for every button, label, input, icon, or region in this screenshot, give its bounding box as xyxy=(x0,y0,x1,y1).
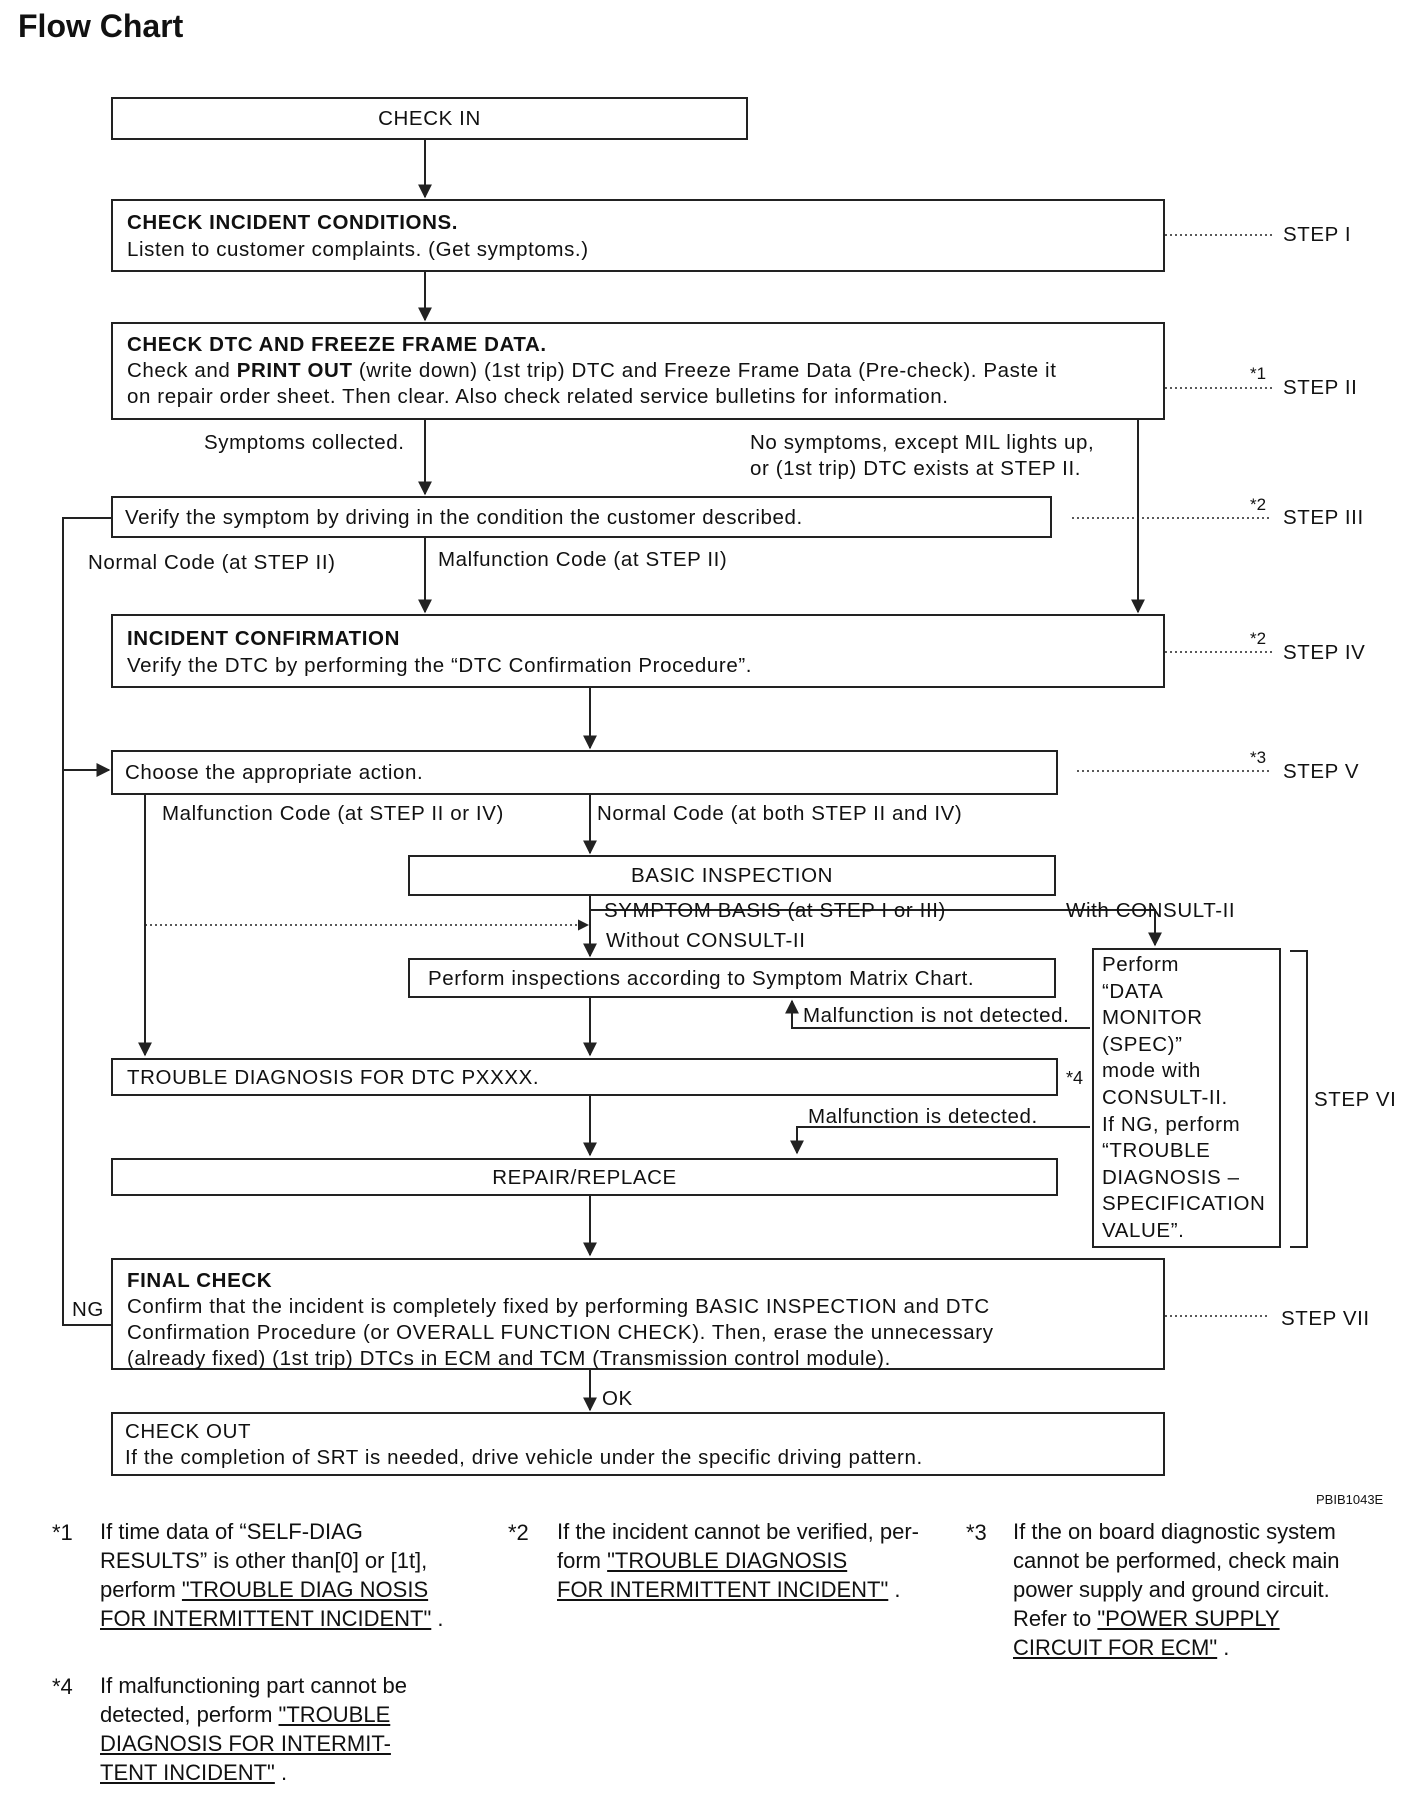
consult-line: DIAGNOSIS – xyxy=(1102,1165,1240,1189)
star3-mark-step5: *3 xyxy=(1250,748,1267,767)
step-5-label: STEP V xyxy=(1283,760,1360,783)
check-in-box xyxy=(111,97,748,140)
footnote-3-mark: *3 xyxy=(966,1520,987,1545)
footnote-4: If malfunctioning part cannot be detected, perform "TROUBLE DIAGNOSIS FOR INTERMIT- TENT INCIDENT" . xyxy=(100,1673,407,1785)
footnote-3-link[interactable]: "POWER SUPPLY xyxy=(1097,1606,1280,1631)
trouble-diagnosis-box xyxy=(111,1058,1058,1096)
malfunction-not-detected-label: Malfunction is not detected. xyxy=(803,1004,1070,1027)
check-dtc-line2: on repair order sheet. Then clear. Also check related service bulletins for information. xyxy=(127,385,949,408)
malfunction-code-step2-label: Malfunction Code (at STEP II) xyxy=(438,548,728,571)
check-in-label: CHECK IN xyxy=(378,107,481,130)
symptoms-collected-label: Symptoms collected. xyxy=(204,431,405,454)
choose-action-box xyxy=(111,750,1058,795)
final-check-line3: (already fixed) (1st trip) DTCs in ECM and TCM (Transmission control module). xyxy=(127,1347,891,1370)
final-check-line1: Confirm that the incident is completely fixed by performing BASIC INSPECTION and DTC xyxy=(127,1295,990,1318)
verify-symptom-label: Verify the symptom by driving in the condition the customer described. xyxy=(125,506,803,529)
without-consult-label: Without CONSULT-II xyxy=(606,929,806,952)
star4-mark: *4 xyxy=(1066,1068,1084,1088)
incident-confirmation-heading: INCIDENT CONFIRMATION xyxy=(127,627,401,650)
consult-line: If NG, perform xyxy=(1102,1112,1241,1136)
footnote-2-link[interactable]: "TROUBLE DIAGNOSIS xyxy=(607,1548,848,1573)
normal-code-both-label: Normal Code (at both STEP II and IV) xyxy=(597,802,963,825)
footnote-2-mark: *2 xyxy=(508,1520,529,1545)
consult-line: mode with xyxy=(1102,1059,1201,1083)
symptom-matrix-label: Perform inspections according to Symptom Matrix Chart. xyxy=(428,967,975,990)
step-1-label: STEP I xyxy=(1283,223,1352,246)
consult-text xyxy=(1102,952,1265,1245)
footnote-3: If the on board diagnostic system cannot be performed, check main power supply and ground circuit. Refer to "POWER SUPPLY CIRCUIT FOR ECM" . xyxy=(1013,1519,1340,1660)
verify-symptom-box xyxy=(111,496,1052,538)
footnote-2-link-cont[interactable]: FOR INTERMITTENT INCIDENT" xyxy=(557,1577,889,1602)
star2-mark-step4: *2 xyxy=(1250,629,1267,648)
image-code: PBIB1043E xyxy=(1316,1492,1384,1507)
consult-data-monitor-box xyxy=(1092,948,1281,1248)
step-3-label: STEP III xyxy=(1283,506,1364,529)
ok-label: OK xyxy=(602,1387,633,1410)
consult-line: VALUE”. xyxy=(1102,1218,1185,1242)
footnote-1-link-cont[interactable]: FOR INTERMITTENT INCIDENT" xyxy=(100,1606,432,1631)
normal-code-step2-label: Normal Code (at STEP II) xyxy=(88,551,336,574)
ng-label: NG xyxy=(72,1298,104,1321)
repair-replace-box xyxy=(111,1158,1058,1196)
final-check-box xyxy=(111,1258,1165,1370)
consult-line: (SPEC)” xyxy=(1102,1032,1183,1056)
footnote-1-link[interactable]: "TROUBLE DIAG NOSIS xyxy=(181,1577,429,1602)
check-out-text: If the completion of SRT is needed, drive vehicle under the specific driving pattern. xyxy=(125,1446,923,1469)
consult-line: “DATA xyxy=(1102,979,1164,1003)
final-check-line2: Confirmation Procedure (or OVERALL FUNCTION CHECK). Then, erase the unnecessary xyxy=(127,1321,994,1344)
check-out-box xyxy=(111,1412,1165,1476)
step-vi-bracket xyxy=(1290,950,1308,1248)
star1-mark-step2: *1 xyxy=(1250,364,1267,383)
consult-line: CONSULT-II. xyxy=(1102,1085,1228,1109)
with-consult-label: With CONSULT-II xyxy=(1066,899,1236,922)
consult-line: “TROUBLE xyxy=(1102,1139,1211,1163)
step-7-label: STEP VII xyxy=(1281,1307,1370,1330)
choose-action-label: Choose the appropriate action. xyxy=(125,761,424,784)
consult-line: MONITOR xyxy=(1102,1006,1203,1030)
step-2-label: STEP II xyxy=(1283,376,1358,399)
check-dtc-box xyxy=(111,322,1165,420)
repair-replace-label: REPAIR/REPLACE xyxy=(492,1166,677,1189)
basic-inspection-label: BASIC INSPECTION xyxy=(630,864,834,887)
footnote-4-link-cont[interactable]: DIAGNOSIS FOR INTERMIT- xyxy=(100,1731,391,1756)
consult-line: SPECIFICATION xyxy=(1102,1192,1266,1216)
check-incident-text: Listen to customer complaints. (Get symptoms.) xyxy=(127,238,589,261)
no-symptoms-label-2: or (1st trip) DTC exists at STEP II. xyxy=(750,457,1082,480)
incident-confirmation-text: Verify the DTC by performing the “DTC Confirmation Procedure”. xyxy=(127,654,753,677)
incident-confirmation-box xyxy=(111,614,1165,688)
footnote-4-mark: *4 xyxy=(52,1674,73,1699)
symptom-matrix-box xyxy=(408,958,1056,998)
consult-line: Perform xyxy=(1102,953,1180,976)
no-symptoms-label-1: No symptoms, except MIL lights up, xyxy=(750,431,1095,454)
symptom-basis-label: SYMPTOM BASIS (at STEP I or III) xyxy=(604,899,946,922)
check-dtc-line1: Check and PRINT OUT (write down) (1st trip) DTC and Freeze Frame Data (Pre-check). Paste it xyxy=(127,359,1057,382)
malfunction-detected-label: Malfunction is detected. xyxy=(808,1105,1038,1128)
step-6-label: STEP VI xyxy=(1314,1088,1397,1111)
star2-mark-step3: *2 xyxy=(1250,495,1267,514)
page-title: Flow Chart xyxy=(18,8,184,44)
step-4-label: STEP IV xyxy=(1283,641,1366,664)
footnote-4-link-end[interactable]: TENT INCIDENT" xyxy=(100,1760,275,1785)
footnote-3-link-cont[interactable]: CIRCUIT FOR ECM" xyxy=(1013,1635,1218,1660)
footnote-1: If time data of “SELF-DIAG RESULTS” is other than[0] or [1t], perform "TROUBLE DIAG NOSIS FOR INTERMITTENT INCIDENT" . xyxy=(100,1519,444,1631)
footnote-1-mark: *1 xyxy=(52,1520,73,1545)
check-dtc-heading: CHECK DTC AND FREEZE FRAME DATA. xyxy=(127,333,547,356)
basic-inspection-box xyxy=(408,855,1056,896)
check-incident-heading: CHECK INCIDENT CONDITIONS. xyxy=(127,211,459,234)
check-incident-box xyxy=(111,199,1165,272)
footnote-4-link[interactable]: "TROUBLE xyxy=(278,1702,391,1727)
malfunction-code-step2-4-label: Malfunction Code (at STEP II or IV) xyxy=(162,802,504,825)
trouble-diagnosis-label: TROUBLE DIAGNOSIS FOR DTC PXXXX. xyxy=(127,1066,540,1089)
footnote-2: If the incident cannot be verified, per- form "TROUBLE DIAGNOSIS FOR INTERMITTENT INCIDENT" . xyxy=(557,1519,919,1602)
check-out-heading: CHECK OUT xyxy=(125,1420,252,1443)
final-check-heading: FINAL CHECK xyxy=(127,1269,273,1292)
